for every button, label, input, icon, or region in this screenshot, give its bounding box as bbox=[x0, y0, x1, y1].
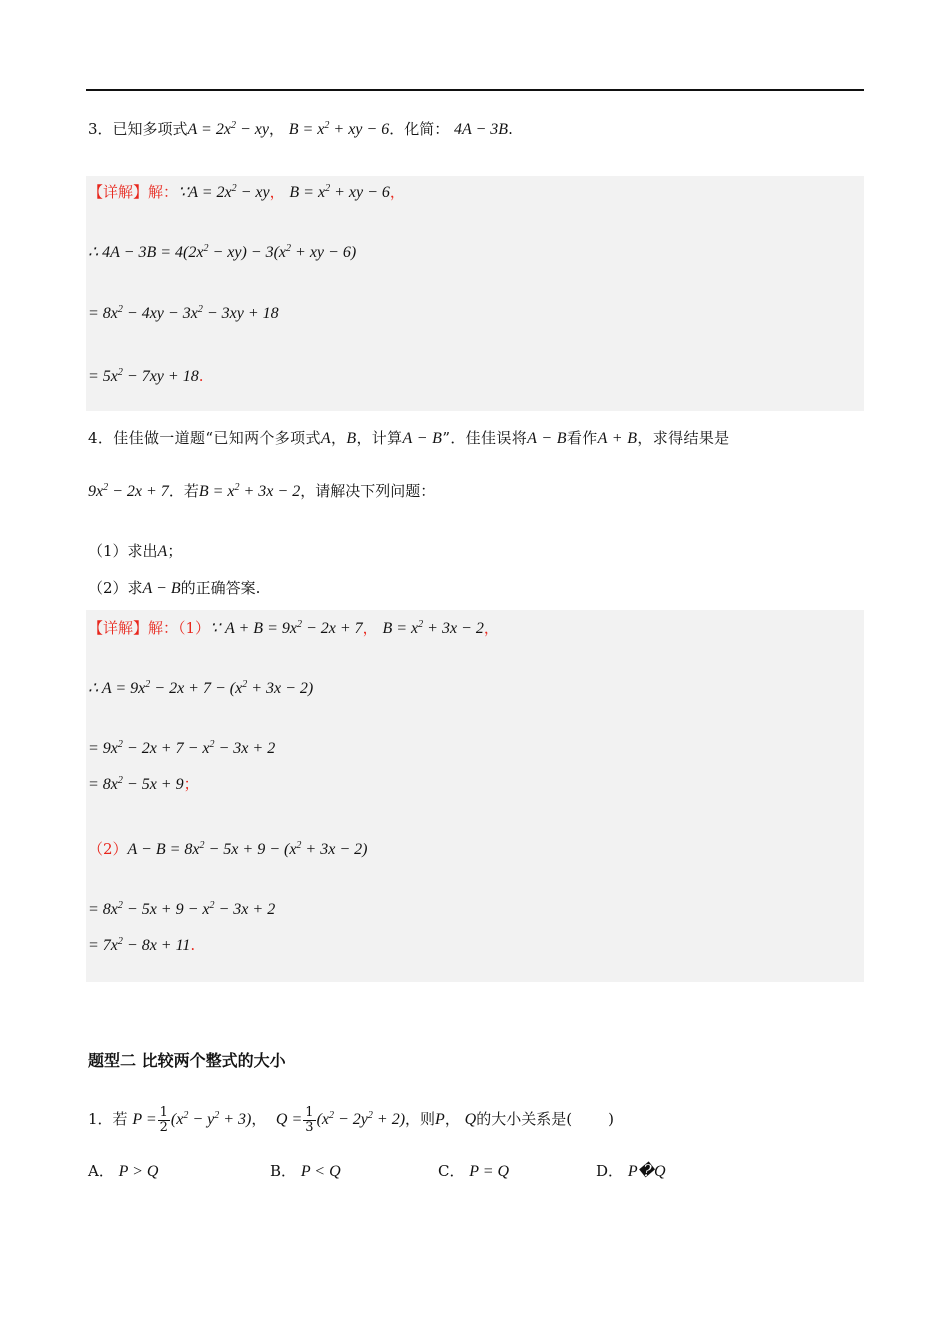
because-symbol: ∵ bbox=[210, 620, 221, 637]
sol4-sep: ， bbox=[362, 619, 378, 637]
q1-p-rest: $(x^2 - y^2 + 3)$ bbox=[170, 1110, 252, 1128]
q4-expr2: A − B bbox=[527, 430, 567, 447]
solution-4-box bbox=[86, 610, 864, 982]
q3-expr-a: $A = 2x^2$ − xy bbox=[187, 120, 269, 138]
sol4-line5 bbox=[88, 838, 367, 861]
sol4-line1 bbox=[88, 617, 499, 640]
question-3 bbox=[88, 118, 513, 141]
question-4-line1 bbox=[88, 427, 730, 450]
sol3-line4-expr: = $5x^2 - 7xy + 18$ bbox=[88, 367, 199, 385]
sol4-line5-expr: $A - B = 8x^2 - 5x + 9 - (x^2 + 3x - 2)$ bbox=[127, 840, 368, 858]
option-c-expr: P = Q bbox=[469, 1163, 510, 1180]
sol3-expr-a: $A = 2x^2$ − xy bbox=[188, 183, 270, 201]
q3-prefix: 3．已知多项式 bbox=[88, 120, 188, 138]
sol3-sep: ， bbox=[269, 183, 285, 201]
sol3-line3: = $8x^2 - 4xy - 3x^2 - 3xy + 18$ bbox=[88, 304, 279, 322]
q4-part1-end: ； bbox=[167, 542, 183, 560]
q1-mid: ，则 bbox=[405, 1110, 436, 1128]
q4-mid: ，计算 bbox=[356, 429, 403, 447]
sol4-line6: = $8x^2 - 5x + 9 - x^2 - 3x + 2$ bbox=[88, 900, 276, 918]
q4-var-b: B bbox=[346, 430, 357, 447]
q1-p-denominator: 2 bbox=[159, 1119, 168, 1135]
q4-mid3: 看作 bbox=[566, 429, 598, 447]
q4-part1-var: A bbox=[157, 543, 168, 560]
question-1 bbox=[88, 1104, 614, 1135]
option-d[interactable] bbox=[596, 1160, 666, 1181]
q3-target: 4A − 3B bbox=[454, 121, 509, 138]
sol4-line4-expr: = $8x^2 - 5x + 9$ bbox=[88, 775, 184, 793]
q4-b-expr: $B = x^2 + 3x - 2$ bbox=[198, 482, 301, 500]
sol4-label: 【详解】解：（1） bbox=[88, 619, 211, 637]
q4-expr3: A + B bbox=[597, 430, 638, 447]
q4-line1-end: ，求得结果是 bbox=[637, 429, 730, 447]
q4-var-a: A bbox=[320, 430, 331, 447]
sol3-label: 【详解】解： bbox=[88, 183, 179, 201]
q1-end: 的大小关系是 bbox=[476, 1110, 567, 1128]
q1-q-rest: $(x^2 - 2y^2 + 2)$ bbox=[316, 1110, 406, 1128]
option-c[interactable] bbox=[438, 1160, 509, 1181]
q4-part2 bbox=[88, 577, 260, 600]
sol4-line1-end: ， bbox=[483, 619, 499, 637]
option-a-expr: P > Q bbox=[118, 1163, 159, 1180]
sol3-expr-b: $B = x^2$ + xy − 6 bbox=[289, 183, 390, 201]
option-b-expr: P < Q bbox=[300, 1163, 341, 1180]
option-d-letter: D． bbox=[596, 1162, 624, 1180]
q4-expr1: A − B bbox=[402, 430, 443, 447]
q1-sep: ， bbox=[251, 1110, 267, 1128]
sol3-line1-end: ， bbox=[389, 183, 405, 201]
q1-q-denominator: 3 bbox=[305, 1119, 314, 1135]
sol4-line4-end: ； bbox=[183, 775, 199, 793]
q3-expr-b: $B = x^2$ + xy − 6 bbox=[288, 120, 390, 138]
sol4-part2-label: （2） bbox=[88, 840, 128, 858]
q1-q-var: Q = bbox=[275, 1111, 303, 1128]
q4-result-expr: $9x^2 - 2x + 7$ bbox=[88, 482, 169, 500]
q3-mid: ．化简： bbox=[389, 120, 450, 138]
option-a-letter: A． bbox=[88, 1162, 114, 1180]
q1-var-q: Q bbox=[464, 1111, 477, 1128]
sol3-line2: ∴ $4A - 3B = 4(2x^2 - xy) - 3(x^2$ + xy − 6) bbox=[88, 243, 357, 261]
q1-var-p: P bbox=[435, 1111, 445, 1128]
sol3-line4-end: . bbox=[198, 367, 204, 385]
q4-mid2: ”．佳佳误将 bbox=[442, 429, 528, 447]
q4-line2-end: ，请解决下列问题： bbox=[300, 482, 436, 500]
question-4-line2 bbox=[88, 480, 435, 503]
answer-paren-close: ) bbox=[608, 1110, 614, 1128]
sol3-line4 bbox=[88, 365, 203, 388]
q4-part2-text: （2）求 bbox=[88, 579, 143, 597]
sol4-line3: = $9x^2 - 2x + 7 - x^2 - 3x + 2$ bbox=[88, 739, 276, 757]
sol4-line4 bbox=[88, 773, 199, 796]
q4-part1 bbox=[88, 540, 182, 563]
q4-sep: ， bbox=[330, 429, 347, 447]
q3-sep: ， bbox=[268, 120, 284, 138]
because-symbol: ∵ bbox=[178, 184, 189, 201]
answer-paren-open: ( bbox=[566, 1110, 573, 1128]
q4-part2-end: 的正确答案. bbox=[180, 579, 261, 597]
header-rule bbox=[86, 89, 864, 91]
sol4-expr-b: $B = x^2 + 3x - 2$ bbox=[382, 619, 484, 637]
q1-q-numerator: 1 bbox=[305, 1104, 314, 1120]
q1-sep2: ， bbox=[444, 1110, 460, 1128]
q1-p-fraction bbox=[158, 1106, 170, 1135]
option-b[interactable] bbox=[270, 1160, 341, 1181]
sol4-line7-expr: = $7x^2 - 8x + 11$ bbox=[88, 936, 191, 954]
sol4-line2: ∴ $A = 9x^2 - 2x + 7 - (x^2 + 3x - 2)$ bbox=[88, 679, 314, 697]
option-c-letter: C． bbox=[438, 1162, 465, 1180]
option-d-expr: P�Q bbox=[627, 1163, 666, 1180]
option-a[interactable] bbox=[88, 1160, 158, 1181]
option-b-letter: B． bbox=[270, 1162, 297, 1180]
sol4-expr-a: $A + B = 9x^2 - 2x + 7$ bbox=[225, 619, 363, 637]
q1-p-var: P = bbox=[132, 1111, 157, 1128]
q4-prefix: 4．佳佳做一道题“已知两个多项式 bbox=[88, 429, 321, 447]
q4-part1-text: （1）求出 bbox=[88, 542, 158, 560]
q1-q-fraction bbox=[303, 1106, 315, 1135]
sol4-line7-end: . bbox=[190, 936, 196, 954]
q4-part2-expr: A − B bbox=[142, 580, 181, 597]
q1-prefix: 1．若 bbox=[88, 1110, 128, 1128]
q1-p-numerator: 1 bbox=[159, 1104, 168, 1120]
q4-line2-mid: ．若 bbox=[168, 482, 199, 500]
q3-end: . bbox=[508, 120, 513, 138]
sol3-line1 bbox=[88, 181, 405, 204]
section-heading: 题型二 比较两个整式的大小 bbox=[88, 1051, 286, 1070]
sol4-line7 bbox=[88, 934, 195, 957]
